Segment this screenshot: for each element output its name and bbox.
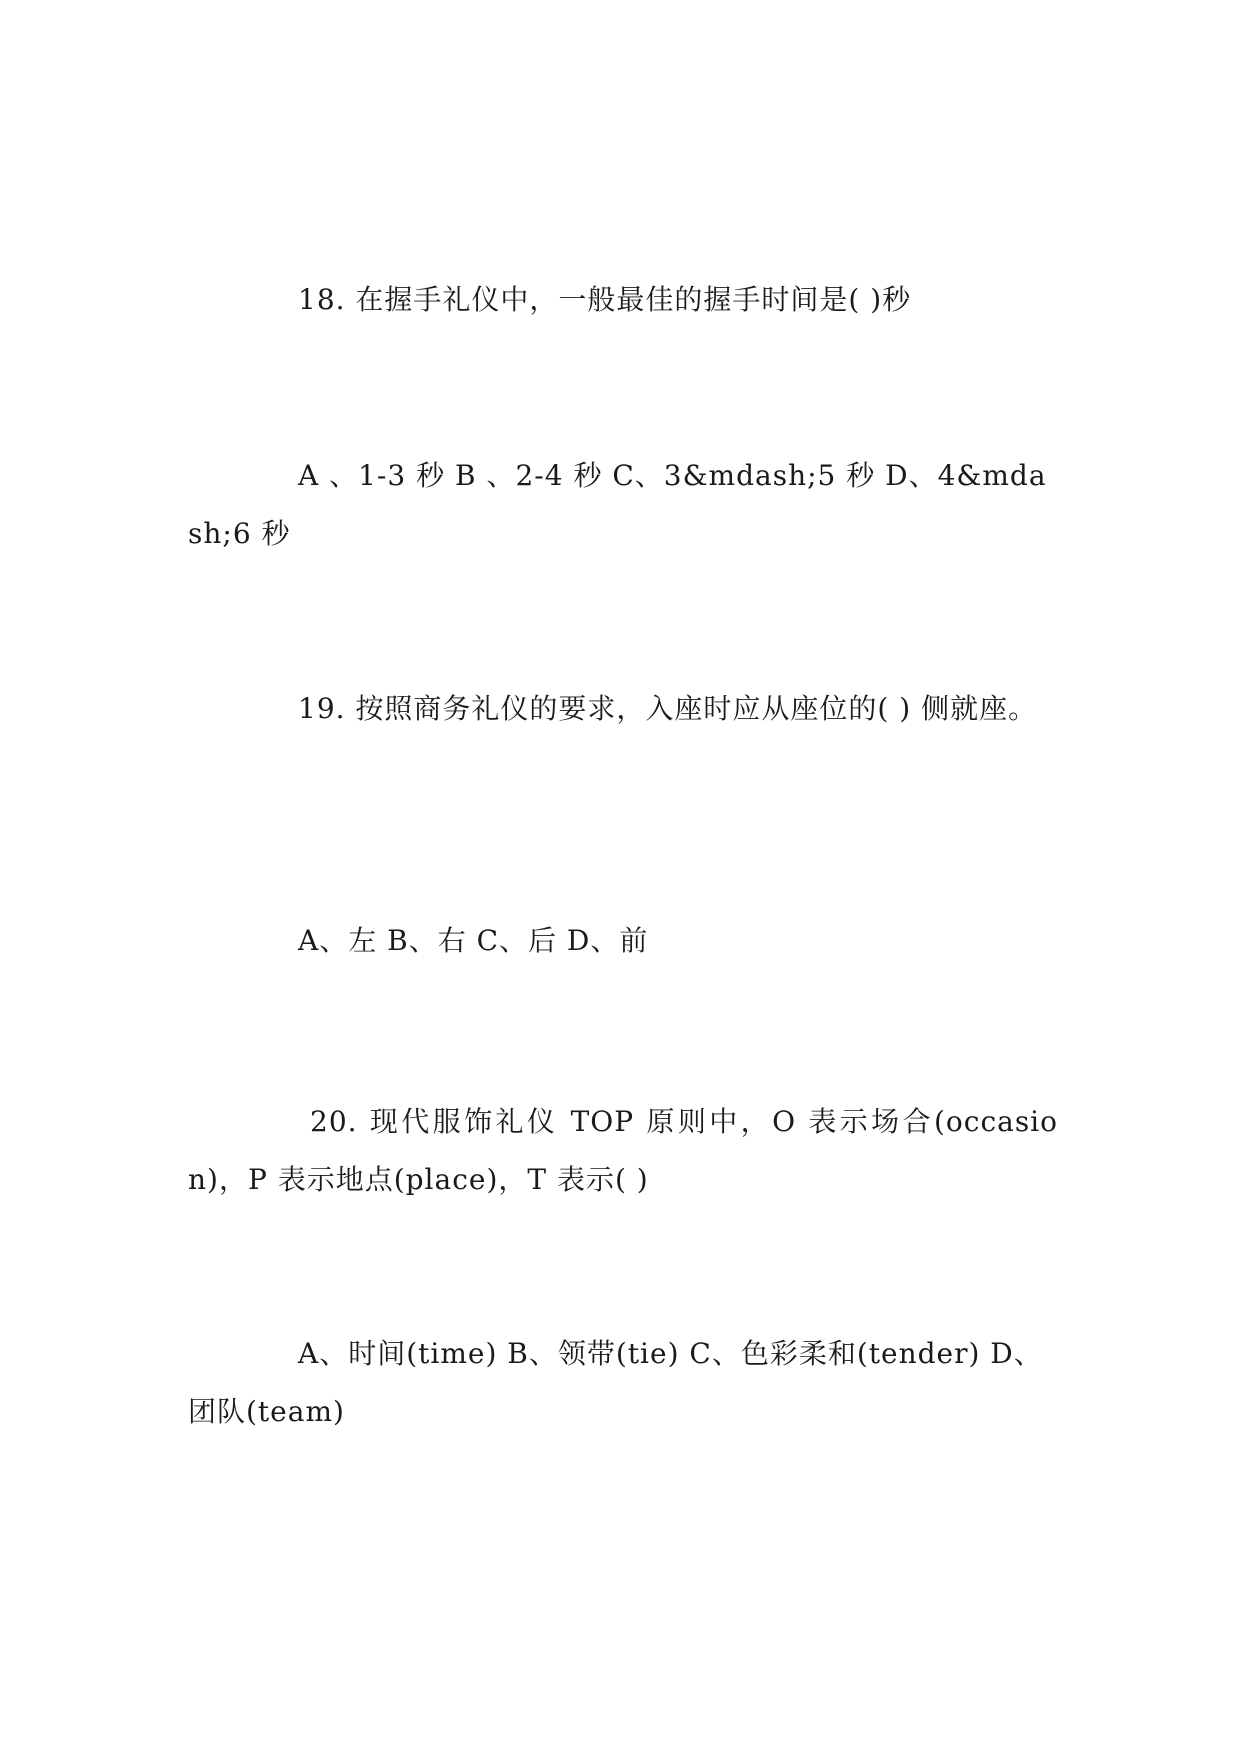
question-20-options: A、时间(time) B、领带(tie) C、色彩柔和(tender) D、团队(team) <box>188 1337 1043 1428</box>
question-18-options: A 、1-3 秒 B 、2-4 秒 C、3&mdash;5 秒 D、4&mdash;6 秒 <box>188 459 1047 550</box>
question-20-stem: 20. 现代服饰礼仪 TOP 原则中，O 表示场合(occasion)，P 表示地点(place)，T 表示( ) <box>188 1105 1058 1196</box>
question-19-stem: 19. 按照商务礼仪的要求，入座时应从座位的( ) 侧就座。 <box>298 692 1038 725</box>
question-18-stem: 18. 在握手礼仪中，一般最佳的握手时间是( )秒 <box>298 283 912 316</box>
question-19-options: A、左 B、右 C、后 D、前 <box>298 924 649 957</box>
